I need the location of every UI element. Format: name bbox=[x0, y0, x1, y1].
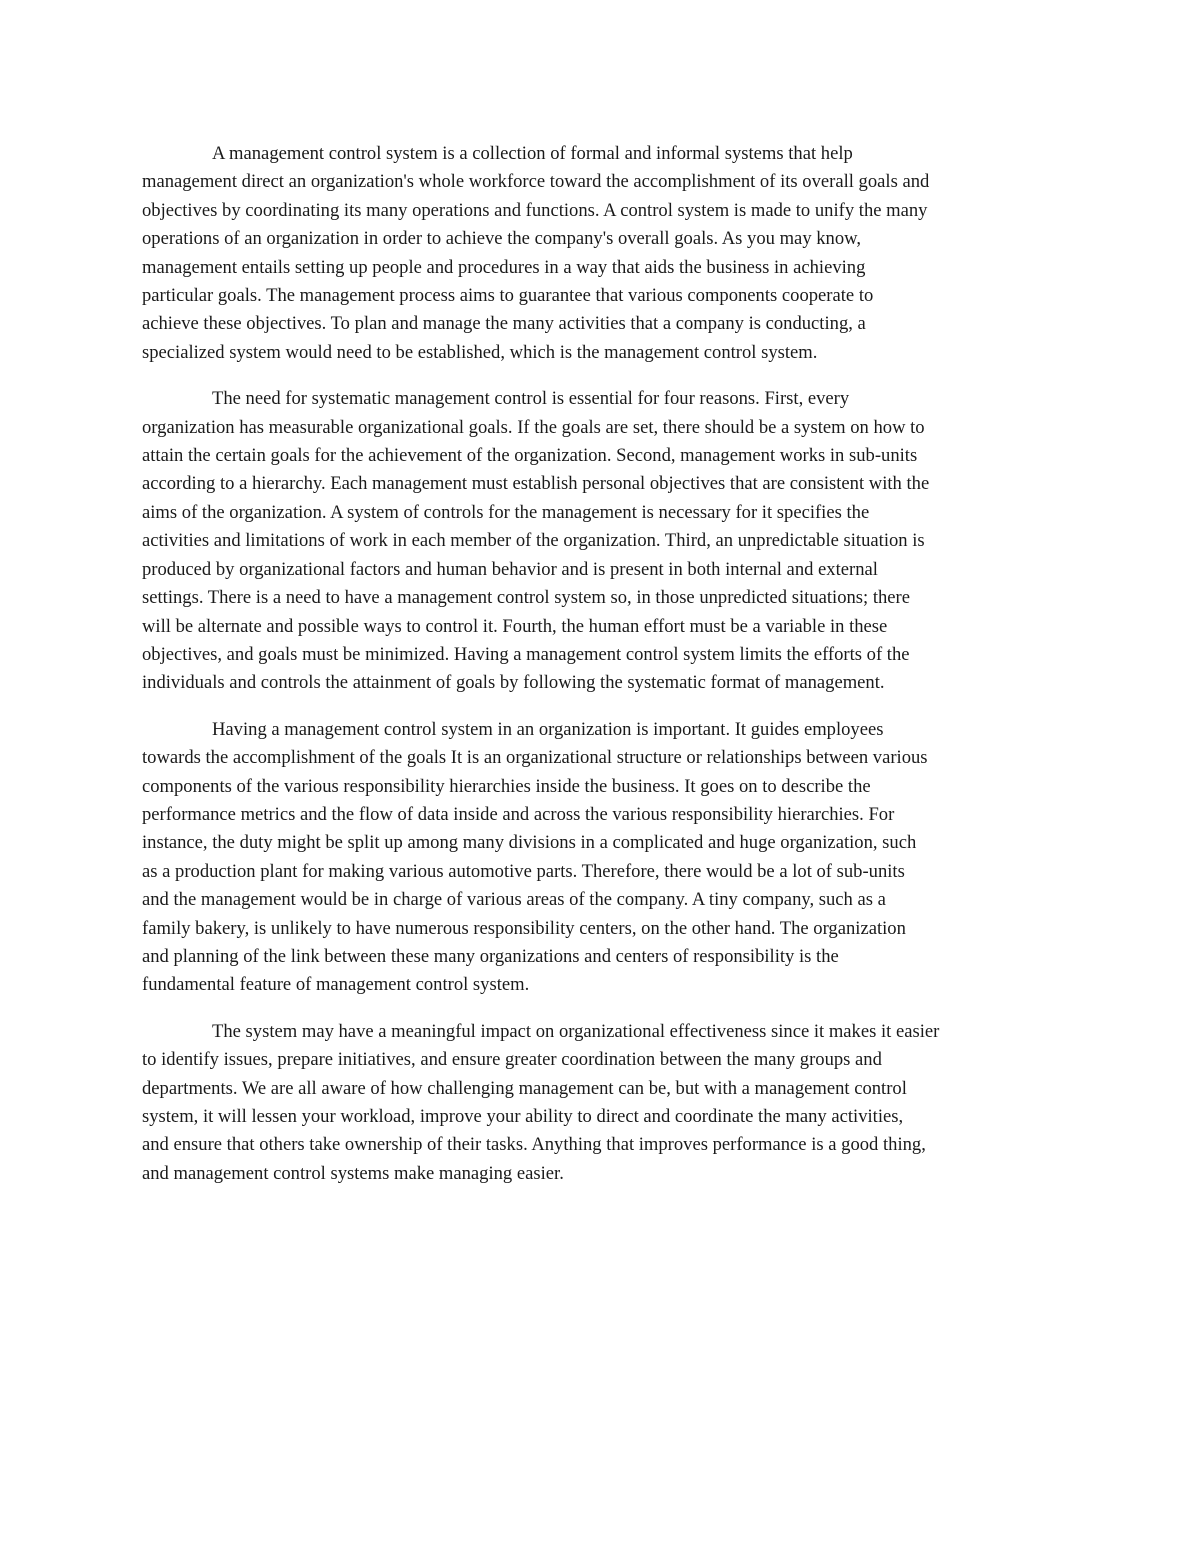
paragraph-4: The system may have a meaningful impact on organizational effectiveness since it makes it easier to identify issues, prepare initiatives, and ensure greater coordination between the many groups and departments. We are all aware of how challenging management can be, but with a management control system, it will lessen your workload, improve your ability to direct and coordinate the many activities, and ensure that others take ownership of their tasks. Anything that improves performance is a good thing, and management control systems make managing easier. bbox=[142, 1020, 940, 1184]
document-body bbox=[142, 140, 1060, 1206]
paragraph-2: The need for systematic management control is essential for four reasons. First, every organization has measurable organizational goals. If the goals are set, there should be a system on how to attain the certain goals for the achievement of the organization. Second, management works in sub-units according to a hierarchy. Each management must establish personal objectives that are consistent with the aims of the organization. A system of controls for the management is necessary for it specifies the activities and limitations of work in each member of the organization. Third, an unpredictable situation is produced by organizational factors and human behavior and is present in both internal and external settings. There is a need to have a management control system so, in those unpredicted situations; there will be alternate and possible ways to control it. Fourth, the human effort must be a variable in these objectives, and goals must be minimized. Having a management control system limits the efforts of the individuals and controls the attainment of goals by following the systematic format of management. bbox=[142, 388, 930, 694]
paragraph-1: A management control system is a collection of formal and informal systems that help management direct an organization's whole workforce toward the accomplishment of its overall goals and objectives by coordinating its many operations and functions. A control system is made to unify the many operations of an organization in order to achieve the company's overall goals. As you may know, management entails setting up people and procedures in a way that aids the business in achieving particular goals. The management process aims to guarantee that various components cooperate to achieve these objectives. To plan and manage the many activities that a company is conducting, a specialized system would need to be established, which is the management control system. bbox=[142, 143, 930, 363]
paragraph-3: Having a management control system in an organization is important. It guides employees towards the accomplishment of the goals It is an organizational structure or relationships between various components of the various responsibility hierarchies inside the business. It goes on to describe the performance metrics and the flow of data inside and across the various responsibility hierarchies. For instance, the duty might be split up among many divisions in a complicated and huge organization, such as a production plant for making various automotive parts. Therefore, there would be a lot of sub-units and the management would be in charge of various areas of the company. A tiny company, such as a family bakery, is unlikely to have numerous responsibility centers, on the other hand. The organization and planning of the link between these many organizations and centers of responsibility is the fundamental feature of management control system. bbox=[142, 718, 928, 996]
